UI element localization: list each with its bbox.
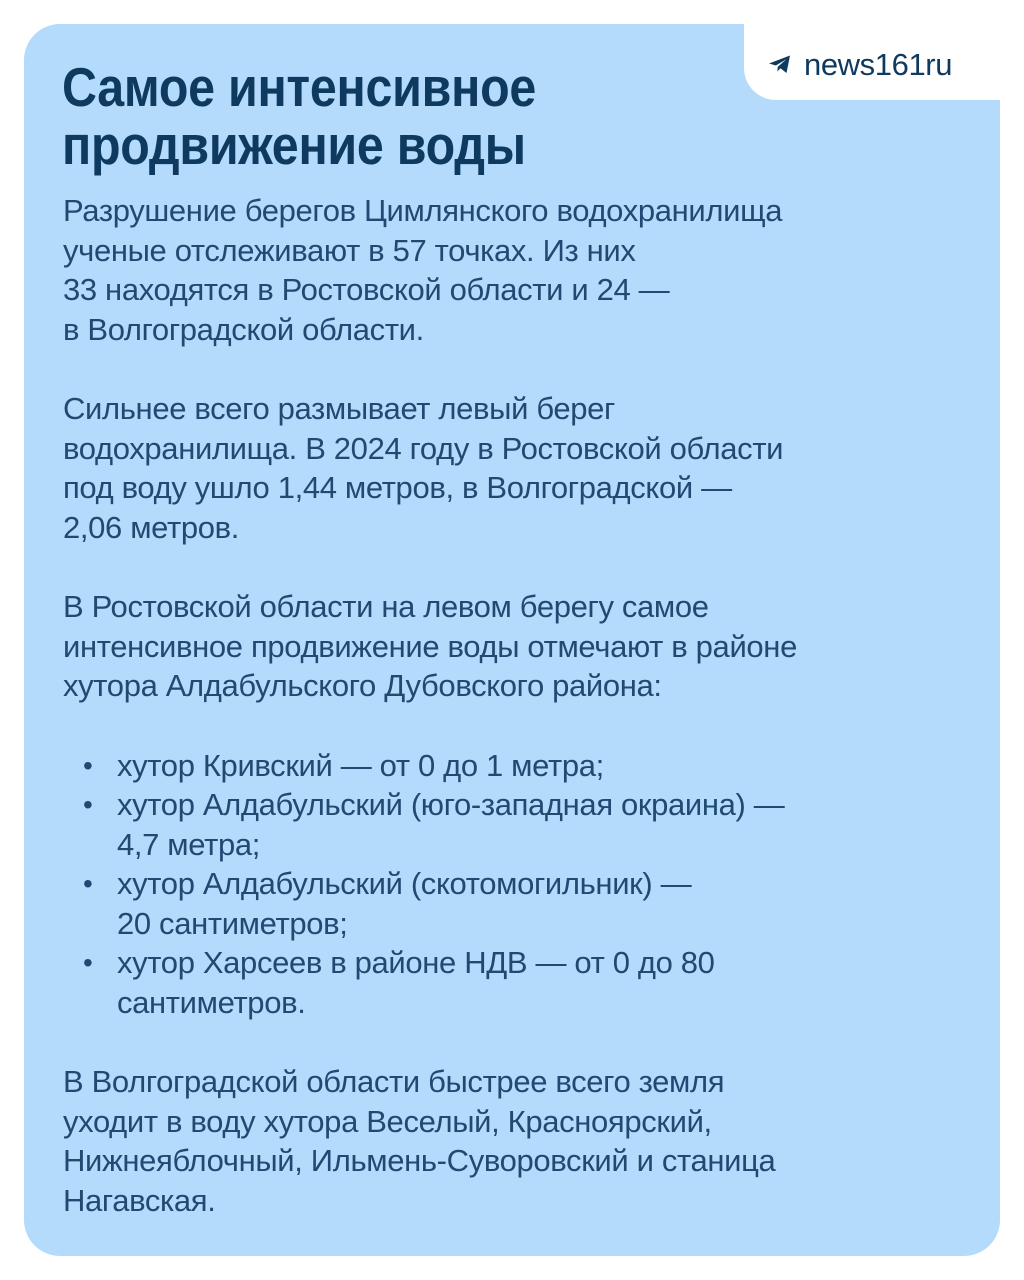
bullet-3-line-1: хутор Алдабульский (скотомогильник) — xyxy=(117,866,692,901)
bullet-1-line-1: хутор Кривский — от 0 до 1 метра; xyxy=(117,747,604,783)
brand-name: news161ru xyxy=(804,46,953,82)
paragraph-1-line-4: в Волгоградской области. xyxy=(63,311,424,347)
paragraph-2-line-2: водохранилища. В 2024 году в Ростовской области xyxy=(63,430,784,466)
paragraph-1 xyxy=(63,191,963,349)
paragraph-3 xyxy=(63,587,963,706)
paragraph-1-line-1: Разрушение берегов Цимлянского водохранилища xyxy=(63,193,783,228)
paragraph-2-line-1: Сильнее всего размывает левый берег xyxy=(63,391,616,426)
bullet-list xyxy=(63,746,963,1023)
brand-link[interactable] xyxy=(766,38,952,90)
bullet-4-line-1: хутор Харсеев в районе НДВ — от 0 до 80 xyxy=(117,945,715,980)
paragraph-4-line-4: Нагавская. xyxy=(63,1182,216,1218)
paragraph-1-line-3: 33 находятся в Ростовской области и 24 — xyxy=(63,272,670,307)
paragraph-4-line-2: уходит в воду хутора Веселый, Красноярский, xyxy=(63,1103,712,1139)
paragraph-3-line-1: В Ростовской области на левом берегу самое xyxy=(63,589,709,624)
paragraph-2 xyxy=(63,389,963,547)
paragraph-4-line-3: Нижнеяблочный, Ильмень-Суворовский и станица xyxy=(63,1143,776,1178)
list-item xyxy=(63,864,963,943)
paragraph-3-line-3: хутора Алдабульского Дубовского района: xyxy=(63,668,662,703)
list-item xyxy=(63,943,963,1022)
page-title xyxy=(62,58,660,174)
title-line-1: Самое интенсивное xyxy=(62,56,537,118)
bullet-2-line-2: 4,7 метра; xyxy=(117,826,261,862)
bullet-2-line-1: хутор Алдабульский (юго-западная окраина) — xyxy=(117,787,785,822)
title-line-2: продвижение воды xyxy=(62,114,526,176)
list-item xyxy=(63,785,963,864)
paragraph-3-line-2: интенсивное продвижение воды отмечают в районе xyxy=(63,628,797,664)
paragraph-4 xyxy=(63,1062,963,1220)
paragraph-2-line-3: под воду ушло 1,44 метров, в Волгоградской — xyxy=(63,470,732,505)
paragraph-1-line-2: ученые отслеживают в 57 точках. Из них xyxy=(63,232,636,268)
list-item xyxy=(63,746,963,786)
bullet-3-line-2: 20 сантиметров; xyxy=(117,905,348,941)
article-body xyxy=(63,191,963,1260)
paragraph-2-line-4: 2,06 метров. xyxy=(63,509,240,545)
telegram-icon xyxy=(766,50,794,78)
bullet-4-line-2: сантиметров. xyxy=(117,984,306,1020)
paragraph-4-line-1: В Волгоградской области быстрее всего земля xyxy=(63,1064,725,1099)
